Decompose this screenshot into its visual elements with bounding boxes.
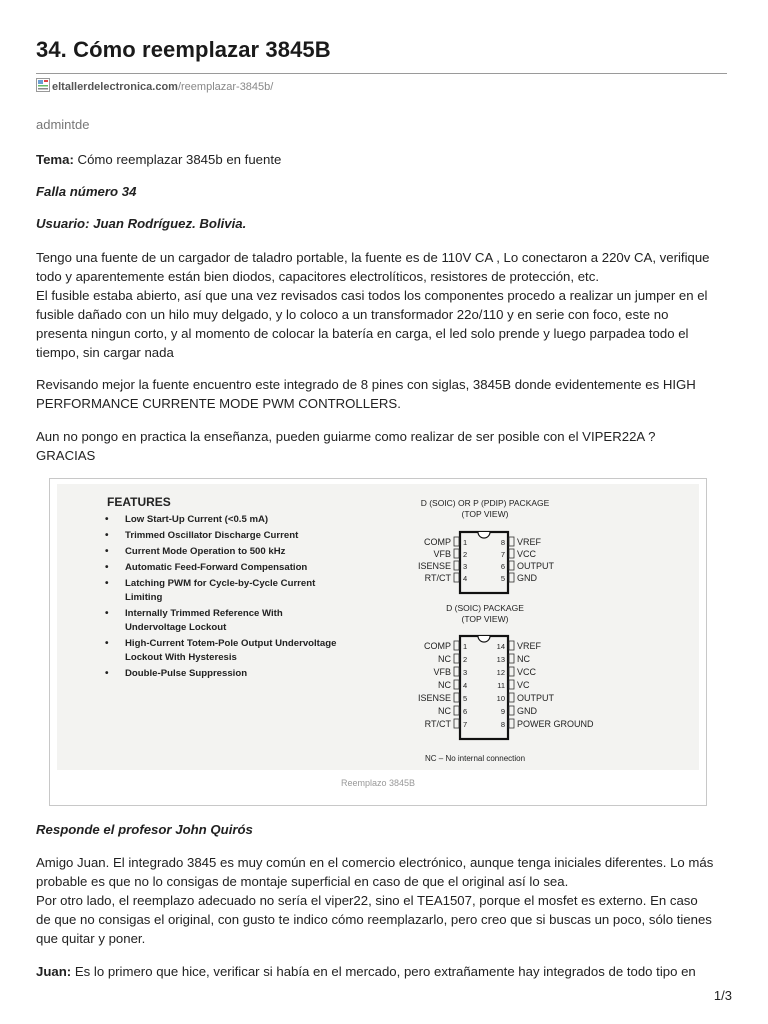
- pin-label: VC: [517, 680, 530, 690]
- pinout-diagrams: [57, 484, 699, 770]
- pin-number: 14: [496, 642, 505, 651]
- pkg2-left-numbers: [463, 642, 467, 729]
- text-line: todo y aparentemente están bien diodos, capacitores electrolíticos, resistores de protección, etc.: [36, 269, 599, 284]
- pin-number: 3: [463, 668, 468, 677]
- juan-label: Juan:: [36, 964, 72, 979]
- pin-number: 7: [463, 720, 468, 729]
- pin-label: GND: [517, 706, 537, 716]
- pin-number: 4: [463, 681, 468, 690]
- pin-number: 6: [500, 562, 505, 571]
- falla-heading: Falla número 34: [36, 184, 137, 199]
- datasheet-figure: [49, 478, 707, 806]
- pkg1-left-pins: [454, 537, 459, 582]
- datasheet-image: [57, 484, 699, 770]
- text-line: presenta ningun corto, y al momento de colocar la batería en carga, el led solo prende y luego parpadea todo el: [36, 326, 689, 341]
- pkg1-right-pins: [509, 537, 514, 582]
- pin-number: 1: [463, 642, 468, 651]
- pkg2-right-labels: [517, 641, 594, 729]
- page-number: 1/3: [713, 988, 732, 1003]
- pin-number: 2: [463, 655, 468, 664]
- answer-paragraph: [36, 853, 731, 948]
- pin-number: 7: [500, 550, 505, 559]
- pin-label: OUTPUT: [517, 561, 554, 571]
- pin-number: 8: [500, 720, 505, 729]
- pin-number: 4: [463, 574, 468, 583]
- pkg1-title: D (SOIC) OR P (PDIP) PACKAGE: [420, 498, 550, 508]
- source-path: /reemplazar-3845b/: [177, 81, 274, 93]
- feature-item: • Trimmed Oscillator Discharge Current: [105, 529, 345, 543]
- pin-number: 5: [500, 574, 505, 583]
- features-title: FEATURES: [107, 495, 171, 509]
- pin-label: COMP: [424, 641, 451, 651]
- pin-label: VREF: [517, 641, 542, 651]
- text-line: Aun no pongo en practica la enseñanza, pueden guiarme como realizar de ser posible con el VIPER22A ?: [36, 429, 656, 444]
- pin-label: NC: [438, 706, 451, 716]
- pin-number: 12: [496, 668, 505, 677]
- pkg1-left-labels: [418, 537, 452, 583]
- text-line: Por otro lado, el reemplazo adecuado no sería el viper22, sino el TEA1507, porque el mosfet es externo. En caso: [36, 893, 698, 908]
- pkg1-right-labels: [517, 537, 555, 583]
- text-line: PERFORMANCE CURRENTE MODE PWM CONTROLLERS.: [36, 396, 401, 411]
- feature-item: • Automatic Feed-Forward Compensation: [105, 561, 345, 575]
- pin-number: 6: [463, 707, 468, 716]
- tema-text: Cómo reemplazar 3845b en fuente: [77, 152, 282, 167]
- feature-item: • Latching PWM for Cycle-by-Cycle Current Limiting: [105, 577, 345, 605]
- pin-number: 5: [463, 694, 468, 703]
- pin-number: 13: [496, 655, 505, 664]
- text-line: GRACIAS: [36, 448, 96, 463]
- source-domain: eltallerdelectronica.com: [52, 81, 178, 93]
- pin-label: NC: [438, 680, 451, 690]
- pin-number: 11: [497, 681, 505, 690]
- source-link[interactable]: [36, 80, 273, 94]
- integrated-paragraph: [36, 375, 731, 413]
- text-line: que quitar y poner.: [36, 931, 146, 946]
- page-title: 34. Cómo reemplazar 3845B: [36, 37, 331, 62]
- pin-label: RT/CT: [424, 573, 451, 583]
- pin-label: VCC: [517, 667, 537, 677]
- pin-label: NC: [438, 654, 451, 664]
- juan-text: Es lo primero que hice, verificar si había en el mercado, pero extrañamente hay integrados de todo tipo en: [74, 964, 696, 979]
- pin-label: VFB: [433, 549, 451, 559]
- responde-heading: Responde el profesor John Quirós: [36, 822, 253, 837]
- figure-caption: Reemplazo 3845B: [340, 778, 416, 788]
- pkg2-view: (TOP VIEW): [461, 614, 509, 624]
- text-line: Revisando mejor la fuente encuentro este integrado de 8 pines con siglas, 3845B donde evidentemente es HIGH: [36, 377, 696, 392]
- pin-label: ISENSE: [417, 693, 451, 703]
- text-line: fusible dañado con un hilo muy delgado, y lo coloco a un transformador 22o/110 y en serie con foco, este no: [36, 307, 669, 322]
- question-paragraph: [36, 248, 731, 362]
- pkg2-title: D (SOIC) PACKAGE: [446, 603, 524, 613]
- pin-number: 1: [463, 538, 468, 547]
- pin-number: 9: [500, 707, 505, 716]
- tema-line: [36, 150, 731, 169]
- usuario-heading: Usuario: Juan Rodríguez. Bolivia.: [36, 216, 247, 231]
- pin-number: 3: [463, 562, 468, 571]
- text-line: de que no consigas el original, con gusto te indico cómo reemplazarlo, pero creo que si buscas un poco, sólo tienes: [36, 912, 712, 927]
- tema-label: Tema:: [36, 152, 74, 167]
- pin-label: VFB: [433, 667, 451, 677]
- pkg1-left-numbers: [463, 538, 467, 583]
- pin-label: POWER GROUND: [517, 719, 594, 729]
- feature-item: • High-Current Totem-Pole Output Undervoltage Lockout With Hysteresis: [105, 637, 345, 665]
- feature-item: • Double-Pulse Suppression: [105, 667, 345, 681]
- viper-paragraph: [36, 427, 731, 465]
- text-line: probable es que no lo consigas de montaje superficial en caso de que el original así lo sea.: [36, 874, 569, 889]
- pin-number: 10: [496, 694, 505, 703]
- favicon-icon: [36, 78, 50, 92]
- pkg2-left-labels: [418, 641, 452, 729]
- pin-number: 2: [463, 550, 468, 559]
- juan-line: [36, 962, 731, 981]
- pkg2-right-numbers: [497, 642, 505, 729]
- pin-label: COMP: [424, 537, 451, 547]
- title-divider: [36, 73, 727, 74]
- pkg1-view: (TOP VIEW): [461, 509, 509, 519]
- pin-label: VCC: [517, 549, 537, 559]
- pkg2-right-pins: [509, 641, 514, 728]
- pin-label: ISENSE: [417, 561, 451, 571]
- pin-label: OUTPUT: [517, 693, 554, 703]
- text-line: Amigo Juan. El integrado 3845 es muy común en el comercio electrónico, aunque tenga iniciales diferentes. Lo más: [36, 855, 714, 870]
- feature-item: • Low Start-Up Current (<0.5 mA): [105, 513, 345, 527]
- author: admintde: [36, 117, 90, 132]
- nc-note: NC – No internal connection: [425, 754, 526, 763]
- text-line: Tengo una fuente de un cargador de taladro portable, la fuente es de 110V CA , Lo conectaron a 220v CA, verifique: [36, 250, 710, 265]
- pin-number: 8: [500, 538, 505, 547]
- text-line: El fusible estaba abierto, así que una vez revisados casi todos los componentes procedo a realizar un jumper en el: [36, 288, 708, 303]
- pin-label: GND: [517, 573, 537, 583]
- pkg1-right-numbers: [501, 538, 505, 583]
- pkg2-left-pins: [454, 641, 459, 728]
- feature-item: • Current Mode Operation to 500 kHz: [105, 545, 345, 559]
- text-line: tiempo, sin cargar nada: [36, 345, 174, 360]
- pin-label: RT/CT: [424, 719, 451, 729]
- pin-label: VREF: [517, 537, 542, 547]
- pin-label: NC: [517, 654, 530, 664]
- feature-item: • Internally Trimmed Reference With Undervoltage Lockout: [105, 607, 345, 635]
